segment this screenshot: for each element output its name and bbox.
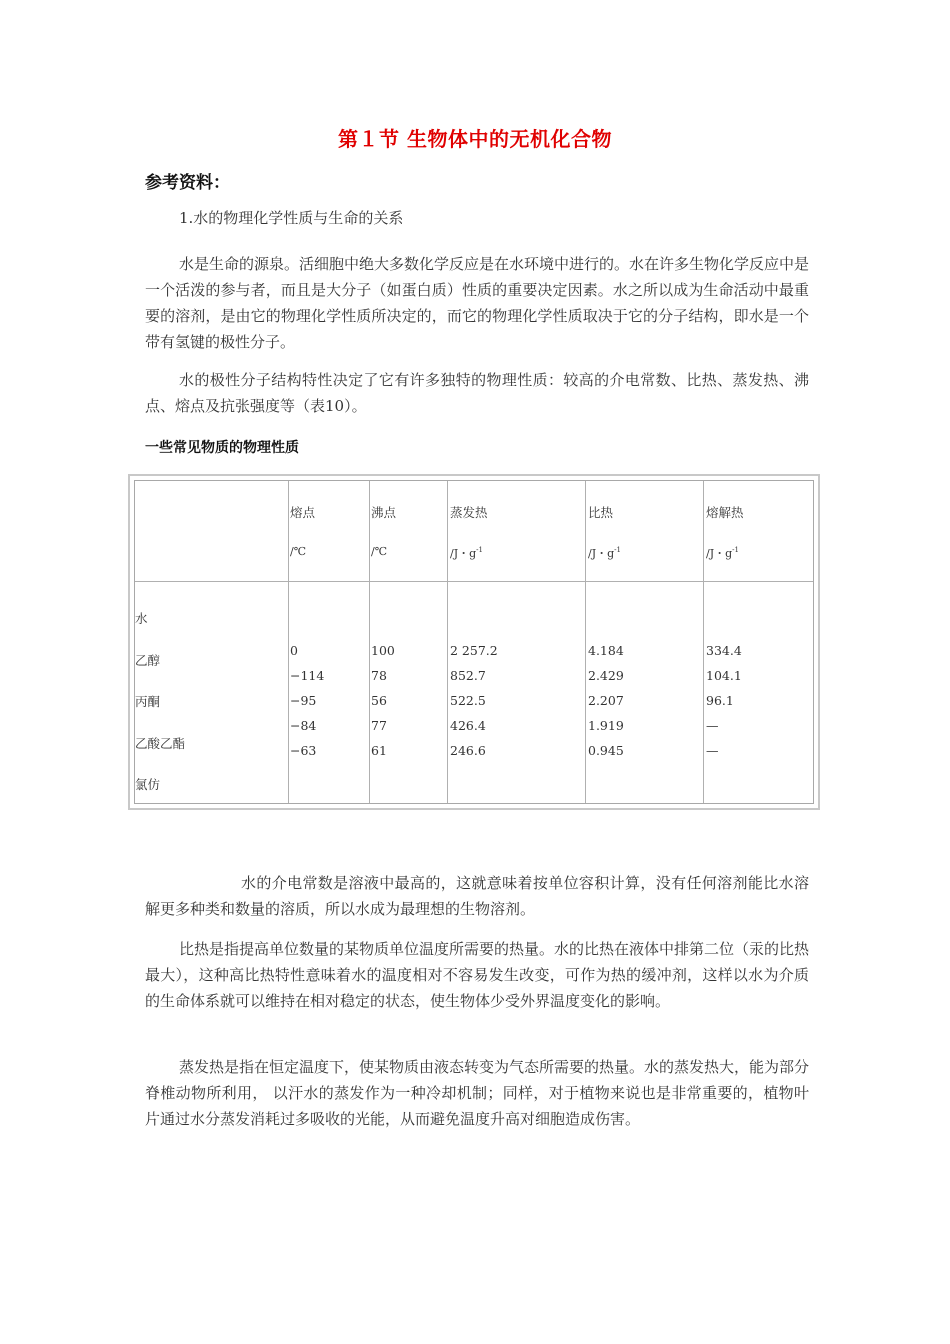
substance-name: 水: [135, 611, 148, 626]
table-cell: 2 257.2: [450, 643, 498, 658]
substance-name: 氯仿: [135, 777, 161, 792]
table-cell: 4.184: [588, 643, 624, 658]
table-cell: 2.429: [588, 668, 624, 683]
paragraph-heat-of-vaporization: 蒸发热是指在恒定温度下，使某物质由液态转变为气态所需要的热量。水的蒸发热大，能为部分脊椎动物所利用， 以汗水的蒸发作为一种冷却机制；同样，对于植物来说也是非常重要的，植物叶片通过水分蒸发消耗过多吸收的光能，从而避免温度升高对细胞造成伤害。: [145, 1058, 810, 1128]
table-cell: −84: [290, 718, 317, 733]
table-cell: 246.6: [450, 743, 486, 758]
header-heat-of-fusion: 熔解热: [706, 505, 744, 520]
table-cell: −63: [290, 743, 317, 758]
table-cell: 852.7: [450, 668, 486, 683]
page-title: 第１节 生物体中的无机化合物: [338, 127, 612, 151]
table-cell: 100: [371, 643, 395, 658]
table-cell: 522.5: [450, 693, 486, 708]
table-cell: −95: [290, 693, 317, 708]
header-boiling-point-unit: /℃: [371, 545, 388, 558]
header-divider: [135, 581, 813, 582]
list-item-heading: 1.水的物理化学性质与生命的关系: [179, 209, 404, 227]
column-divider: [703, 481, 704, 803]
table-cell: 334.4: [706, 643, 742, 658]
header-boiling-point: 沸点: [371, 505, 397, 520]
paragraph-dielectric-constant: 水的介电常数是溶液中最高的，这就意味着按单位容积计算，没有任何溶剂能比水溶解更多种类和数量的溶质，所以水成为最理想的生物溶剂。: [145, 874, 809, 918]
table-cell: 96.1: [706, 693, 734, 708]
properties-table: [128, 474, 820, 810]
table-cell: 0: [290, 643, 298, 658]
table-cell: 2.207: [588, 693, 624, 708]
table-cell: 0.945: [588, 743, 624, 758]
table-cell: 61: [371, 743, 387, 758]
column-divider: [288, 481, 289, 803]
column-divider: [447, 481, 448, 803]
table-cell: 78: [371, 668, 387, 683]
header-specific-heat-unit: /J・$g^{-1}$: [588, 546, 621, 560]
table-grid: [134, 480, 814, 804]
substance-name: 丙酮: [135, 694, 161, 709]
section-heading: 参考资料：: [145, 173, 230, 193]
table-cell: —: [706, 718, 719, 733]
table-cell: —: [706, 743, 719, 758]
substance-name: 乙醇: [135, 653, 161, 668]
table-cell: 104.1: [706, 668, 742, 683]
table-caption: 一些常见物质的物理性质: [145, 440, 299, 456]
table-cell: 77: [371, 718, 387, 733]
paragraph-specific-heat: 比热是指提高单位数量的某物质单位温度所需要的热量。水的比热在液体中排第二位（汞的比热最大），这种高比热特性意味着水的温度相对不容易发生改变，可作为热的缓冲剂，这样以水为介质的生命体系就可以维持在相对稳定的状态，使生物体少受外界温度变化的影响。: [145, 940, 810, 1010]
substance-name: 乙酸乙酯: [135, 736, 186, 751]
header-heat-of-vaporization: 蒸发热: [450, 505, 488, 520]
header-melting-point: 熔点: [290, 505, 316, 520]
header-specific-heat: 比热: [588, 505, 614, 520]
table-cell: 1.919: [588, 718, 624, 733]
paragraph-polar-structure: 水的极性分子结构特性决定了它有许多独特的物理性质：较高的介电常数、比热、蒸发热、沸点、熔点及抗张强度等（表10）。: [145, 371, 809, 415]
table-cell: −114: [290, 668, 325, 683]
column-divider: [585, 481, 586, 803]
table-cell: 56: [371, 693, 387, 708]
header-heat-of-vaporization-unit: /J・$g^{-1}$: [450, 546, 483, 560]
table-cell: 426.4: [450, 718, 486, 733]
header-heat-of-fusion-unit: /J・$g^{-1}$: [706, 546, 739, 560]
header-melting-point-unit: /℃: [290, 545, 307, 558]
paragraph-water-source: 水是生命的源泉。活细胞中绝大多数化学反应是在水环境中进行的。水在许多生物化学反应中是一个活泼的参与者，而且是大分子（如蛋白质）性质的重要决定因素。水之所以成为生命活动中最重要的溶剂，是由它的物理化学性质所决定的，而它的物理化学性质取决于它的分子结构，即水是一个带有氢键的极性分子。: [145, 255, 810, 351]
column-divider: [369, 481, 370, 803]
